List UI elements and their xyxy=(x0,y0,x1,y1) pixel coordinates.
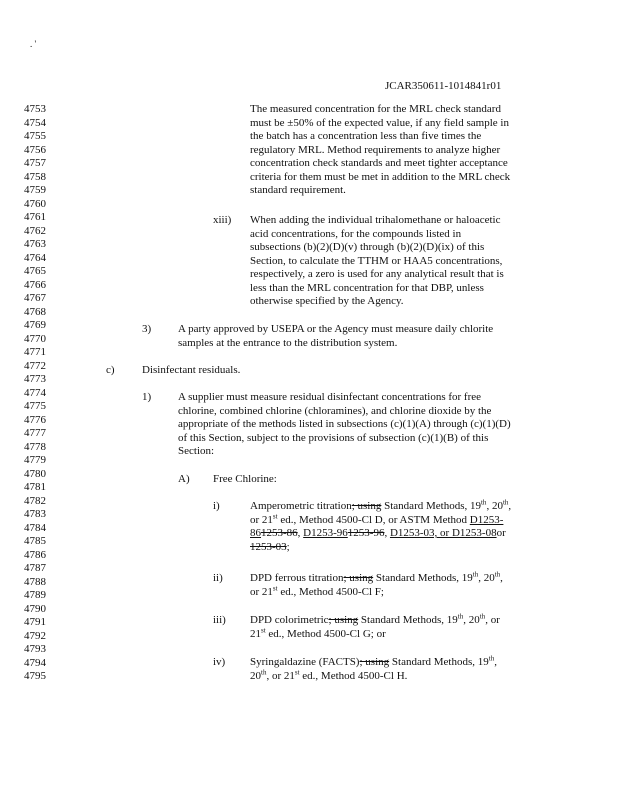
line-number: 4778 xyxy=(24,440,46,453)
text-line: regulatory MRL. Method requirements to analyze higher xyxy=(250,143,501,156)
line-number: 4768 xyxy=(24,305,46,318)
text-line: The measured concentration for the MRL check standard xyxy=(250,103,501,115)
paragraph-mrl-check xyxy=(250,103,510,198)
line-number: 4759 xyxy=(24,184,46,196)
line-number: 4773 xyxy=(24,373,46,385)
line-number: 4786 xyxy=(24,548,46,561)
text-line: must be ±50% of the expected value, if any field sample in xyxy=(250,116,509,129)
line-number: 4770 xyxy=(24,332,46,345)
line-number: 4779 xyxy=(24,454,46,466)
item-c-heading: Disinfectant residuals. xyxy=(142,364,241,376)
line-number: 4763 xyxy=(24,238,46,250)
line-number: 4788 xyxy=(24,575,46,588)
line-number: 4761 xyxy=(24,211,46,223)
line-number: 4769 xyxy=(24,319,46,331)
line-number: 4777 xyxy=(24,427,46,439)
item-1-label: 1) xyxy=(142,391,152,403)
item-c-label: c) xyxy=(106,364,115,376)
line-number: 4757 xyxy=(24,157,46,169)
item-A-heading: Free Chlorine: xyxy=(213,473,277,485)
line-number: 4753 xyxy=(24,103,46,115)
item-xiii-label: xiii) xyxy=(213,214,232,226)
item-iv-label: iv) xyxy=(213,656,226,668)
line-number: 4790 xyxy=(24,602,46,615)
text-line: appropriate of the methods listed in subsections (c)(1)(A) through (c)(1)(D) xyxy=(178,418,511,430)
item-1-text xyxy=(178,391,511,459)
line-number: 4765 xyxy=(24,265,46,277)
line-number: 4764 xyxy=(24,251,46,264)
line-number-column xyxy=(24,103,54,684)
line-number: 4774 xyxy=(24,386,46,399)
line-number: 4791 xyxy=(24,616,46,628)
line-number: 4782 xyxy=(24,494,46,507)
text-line: standard requirement. xyxy=(250,184,346,196)
line-number: 4792 xyxy=(24,629,46,642)
item-i-label: i) xyxy=(213,500,220,512)
line-number: 4766 xyxy=(24,278,46,291)
text-line: A party approved by USEPA or the Agency must measure daily chlorite xyxy=(178,323,494,335)
line-number: 4775 xyxy=(24,400,46,412)
document-id: JCAR350611-1014841r01 xyxy=(385,80,502,92)
item-ii-text: DPD ferrous titration; using Standard Methods, 19th, 20th, or 21st ed., Method 4500-Cl F; xyxy=(250,570,503,598)
line-number: 4785 xyxy=(24,535,46,547)
line-number: 4754 xyxy=(24,116,46,129)
text-line: criteria for them must be met in addition to the MRL check xyxy=(250,170,511,183)
text-line: acid concentrations, for the compounds listed in xyxy=(250,227,462,240)
text-line: Section, to calculate the TTHM or HAA5 concentrations, xyxy=(250,254,503,267)
line-number: 4784 xyxy=(24,521,46,534)
text-line: samples at the entrance to the distribution system. xyxy=(178,336,398,349)
line-number: 4781 xyxy=(24,481,46,493)
line-number: 4789 xyxy=(24,589,46,601)
text-line: chlorine, combined chlorine (chloramines), and chlorine dioxide by the xyxy=(178,404,492,417)
text-line: otherwise specified by the Agency. xyxy=(250,295,404,307)
text-line: concentration check standards and meet tighter acceptance xyxy=(250,157,508,169)
text-line: Section: xyxy=(178,445,215,457)
line-number: 4771 xyxy=(24,346,46,358)
item-A-label: A) xyxy=(178,473,190,485)
line-number: 4780 xyxy=(24,467,46,480)
line-number: 4787 xyxy=(24,562,46,574)
item-3-label: 3) xyxy=(142,323,152,335)
text-line: the batch has a concentration less than five times the xyxy=(250,130,482,142)
item-3-text xyxy=(178,323,493,350)
line-number: 4756 xyxy=(24,143,46,156)
header-marks: . ' xyxy=(30,39,37,49)
line-number: 4795 xyxy=(24,670,46,682)
text-line: of this Section, subject to the provisions of subsection (c)(1)(B) of this xyxy=(178,431,489,444)
item-ii-label: ii) xyxy=(213,572,223,584)
line-number: 4776 xyxy=(24,413,46,426)
line-number: 4758 xyxy=(24,170,46,183)
line-number: 4762 xyxy=(24,224,46,237)
text-line: A supplier must measure residual disinfectant concentrations for free xyxy=(178,391,482,403)
line-number: 4794 xyxy=(24,656,46,669)
text-line: respectively, a zero is used for any analytical result that is xyxy=(250,268,504,280)
item-xiii-text xyxy=(250,214,504,309)
item-iii-label: iii) xyxy=(213,614,226,626)
line-number: 4772 xyxy=(24,359,46,372)
line-number: 4760 xyxy=(24,197,46,210)
line-number: 4767 xyxy=(24,292,46,304)
item-iii-text: DPD colorimetric; using Standard Methods, 19th, 20th, or 21st ed., Method 4500-Cl G; or xyxy=(250,612,500,640)
text-line: subsections (b)(2)(D)(v) through (b)(2)(D)(ix) of this xyxy=(250,241,485,253)
item-iv-text: Syringaldazine (FACTS); using Standard Methods, 19th, 20th, or 21st ed., Method 4500-Cl H. xyxy=(250,654,497,682)
line-number: 4783 xyxy=(24,508,46,520)
text-line: When adding the individual trihalomethane or haloacetic xyxy=(250,214,501,226)
line-number: 4793 xyxy=(24,643,46,655)
text-line: less than the MRL concentration for that DBP, unless xyxy=(250,281,484,294)
item-i-text: Amperometric titration; using Standard Methods, 19th, 20th, or 21st ed., Method 4500-Cl D, or ASTM Method D1253- 861253-86, D1253-961253-96, D1253-03, or D1253-08or 1253-03; xyxy=(250,498,512,553)
line-number: 4755 xyxy=(24,130,46,142)
